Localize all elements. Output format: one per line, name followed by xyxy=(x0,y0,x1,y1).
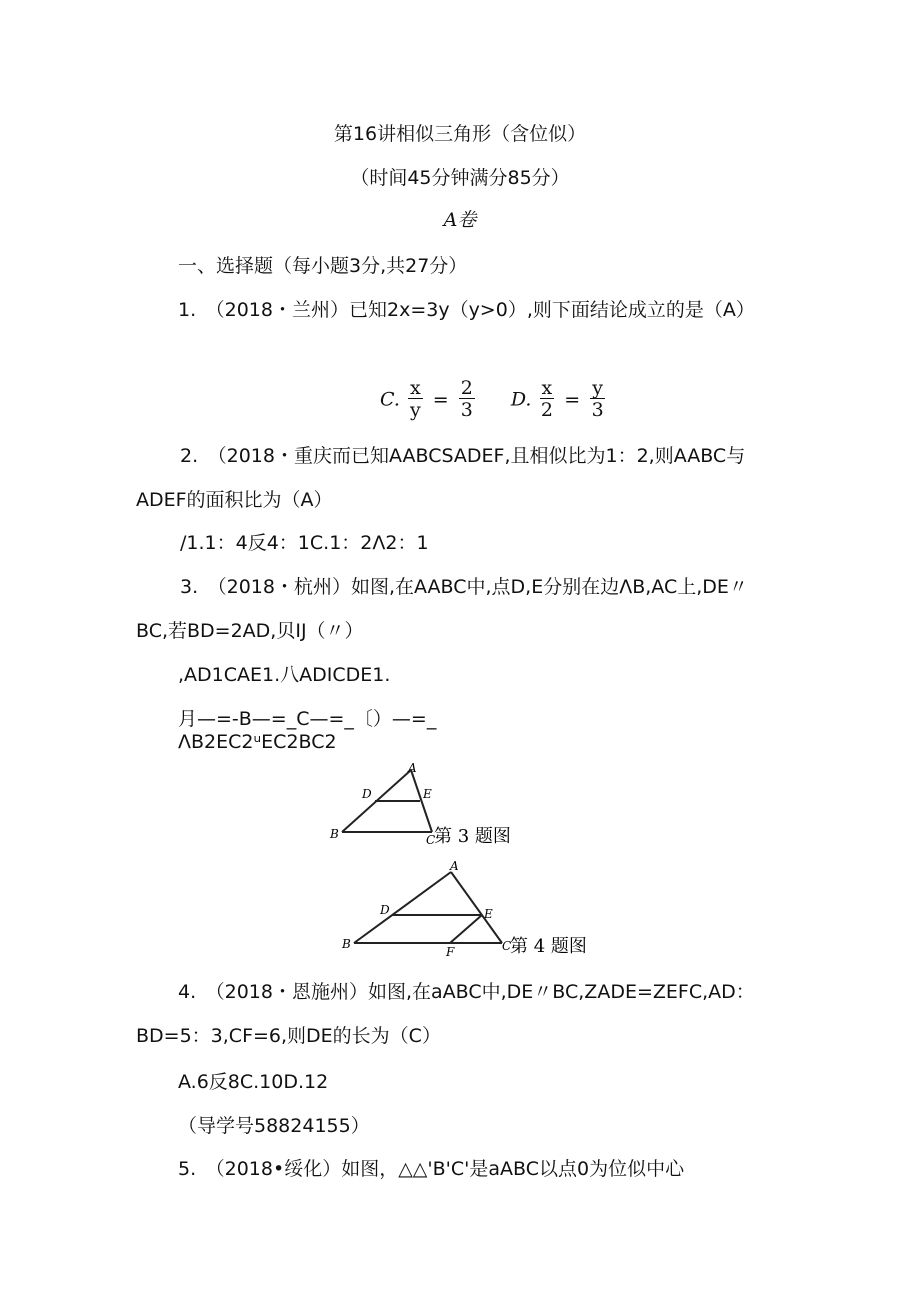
question-3-line-1: 3. （2018・杭州）如图,在AABC中,点D,E分别在边ΛB,AC上,DE〃 xyxy=(180,576,748,598)
label-e: E xyxy=(484,907,493,921)
page-title: 第16讲相似三角形（含位似） xyxy=(333,123,587,145)
figure-4-caption: 第 4 题图 xyxy=(510,936,587,957)
figure-4 xyxy=(340,858,600,964)
option-c-left-fraction: $\frac{x}{y}$ xyxy=(409,377,421,421)
label-b: B xyxy=(342,937,351,951)
volume-label: A卷 xyxy=(443,209,477,231)
label-a: A xyxy=(450,859,459,873)
question-3-options-line-1: ,AD1CAE1.八ADICDE1. xyxy=(178,664,391,686)
label-f: F xyxy=(446,945,455,959)
question-4-ref: （导学号58824155） xyxy=(178,1115,370,1137)
question-2-options: /1.1：4反4：1C.1：2Λ2：1 xyxy=(180,532,429,554)
label-e: E xyxy=(423,787,432,801)
question-2-line-1: 2. （2018・重庆而已知AABCSADEF,且相似比为1：2,则AABC与 xyxy=(180,445,746,467)
label-b: B xyxy=(330,827,339,841)
question-3-line-2: BC,若BD=2AD,贝IJ（〃） xyxy=(136,620,364,642)
question-4-line-2: BD=5：3,CF=6,则DE的长为（C） xyxy=(136,1025,441,1047)
question-1-options: C. $\frac{x}{y}$ = $\frac{2}{3}$ D. $\frac{x}{2}$ = $\frac{y}{3}$ xyxy=(380,377,604,421)
question-2-line-2: ADEF的面积比为（A） xyxy=(136,489,333,511)
option-d-left-fraction: $\frac{x}{2}$ xyxy=(540,377,553,421)
option-c-label: C. xyxy=(380,388,400,411)
option-c-right-fraction: $\frac{2}{3}$ xyxy=(460,377,473,421)
question-3-options-line-3: ΛB2EC2ᵘEC2BC2 xyxy=(178,731,337,753)
question-3-options-line-2: 月—=-B—=_C—=_〔）—=_ xyxy=(178,708,437,730)
segment-ef xyxy=(450,915,482,943)
label-d: D xyxy=(380,903,390,917)
segment-ba xyxy=(354,872,451,943)
page-subtitle: （时间45分钟满分85分） xyxy=(350,167,570,189)
option-d-label: D. xyxy=(510,388,532,411)
question-4-line-1: 4. （2018・恩施州）如图,在aABC中,DE〃BC,ZADE=ZEFC,AD： xyxy=(178,981,755,1003)
figure-3-caption: 第 3 题图 xyxy=(434,826,511,847)
section-heading: 一、选择题（每小题3分,共27分） xyxy=(178,255,468,277)
option-d-right-fraction: $\frac{y}{3}$ xyxy=(591,377,604,421)
question-5-line-1: 5. （2018•绥化）如图，△△'B'C'是aABC以点0为位似中心 xyxy=(178,1158,685,1180)
figure-3 xyxy=(320,762,530,852)
label-d: D xyxy=(362,787,372,801)
label-a: A xyxy=(408,762,417,775)
question-1: 1. （2018・兰州）已知2x=3y（y>0）,则下面结论成立的是（A） xyxy=(178,299,755,321)
question-4-options: A.6反8C.10D.12 xyxy=(178,1071,329,1093)
label-c: C xyxy=(426,833,436,847)
label-c: C xyxy=(502,939,512,953)
segment-ac xyxy=(451,872,502,943)
